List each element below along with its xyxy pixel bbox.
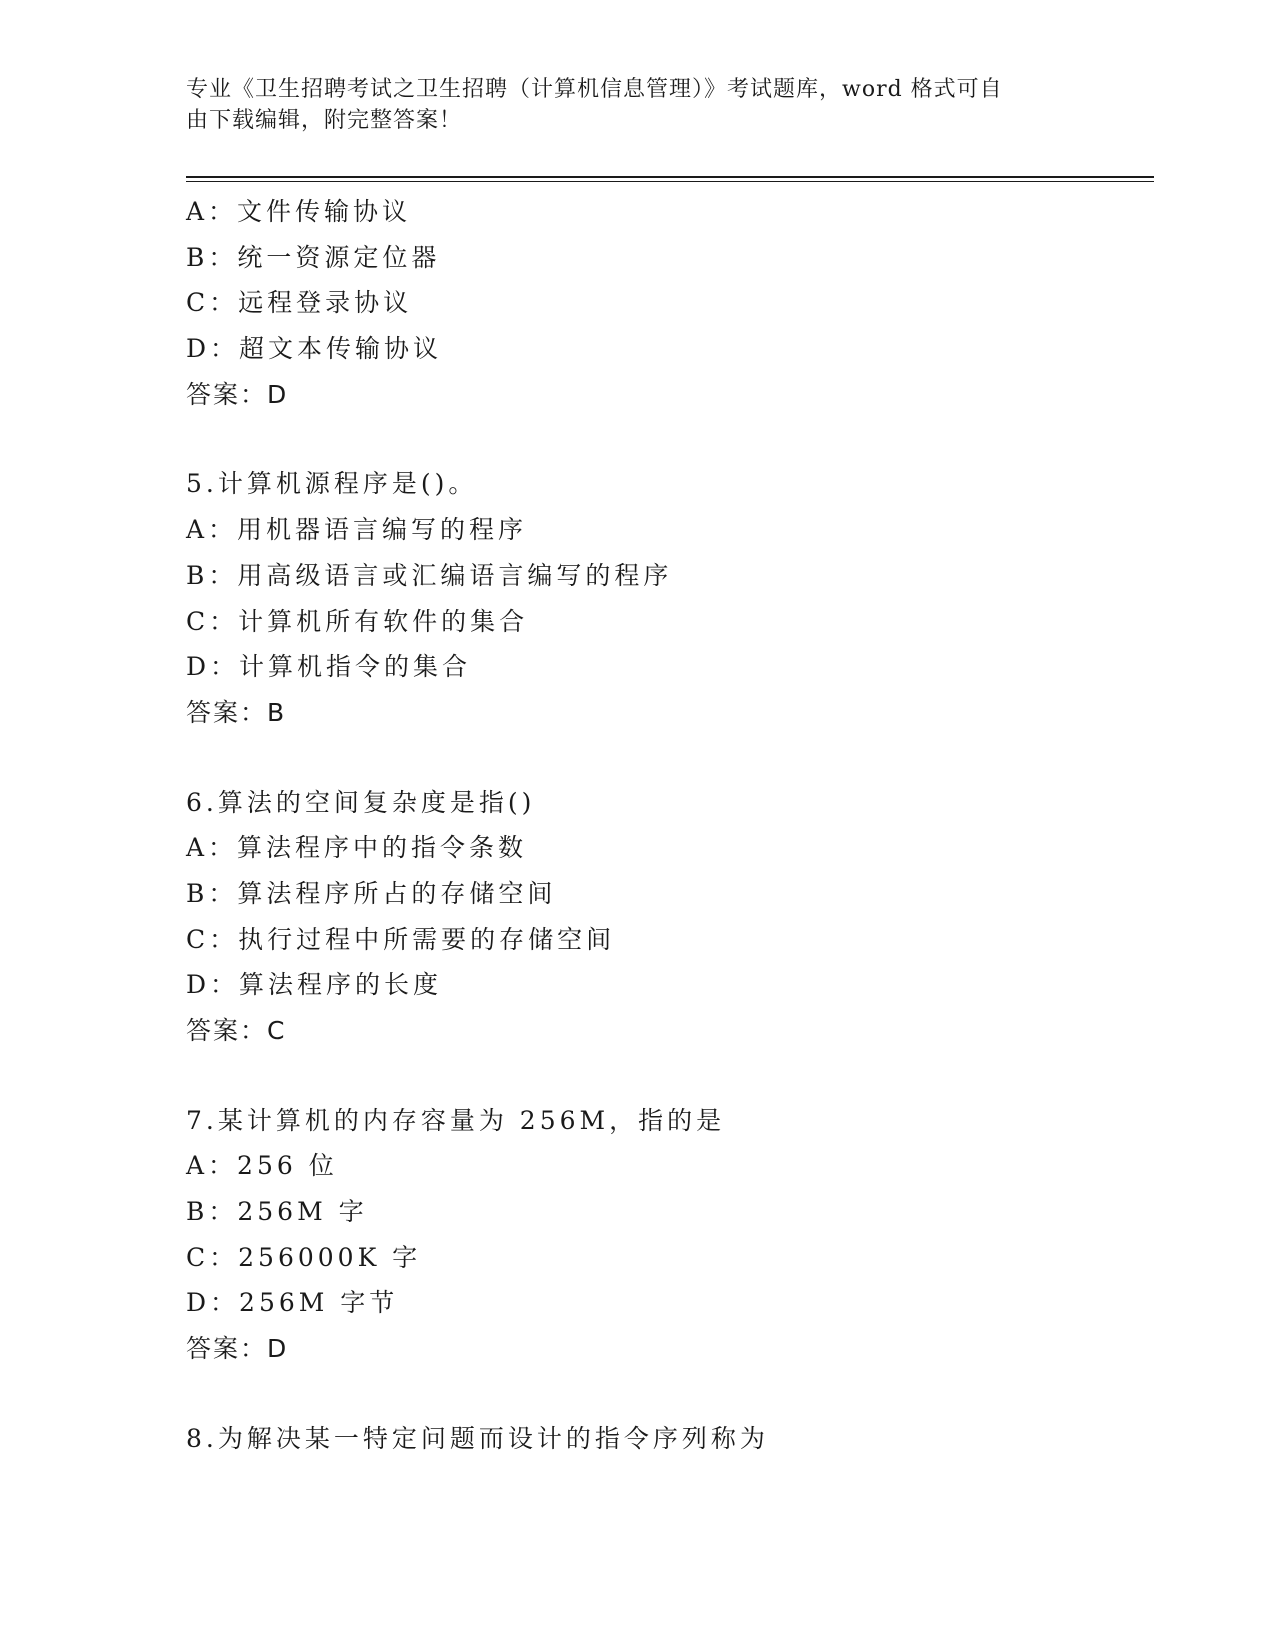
header-line-1: 专业《卫生招聘考试之卫生招聘（计算机信息管理）》考试题库，word 格式可自: [186, 77, 1003, 102]
question-block-4: [186, 189, 1146, 417]
option-a: A：用机器语言编写的程序: [186, 515, 528, 545]
answer-line: 答案：B: [186, 697, 287, 727]
option-c: C：执行过程中所需要的存储空间: [186, 924, 616, 954]
spacer: [186, 1054, 1146, 1098]
header-divider: [186, 176, 1154, 182]
question-stem: 7.某计算机的内存容量为 256M，指的是: [186, 1105, 726, 1135]
question-stem: 6.算法的空间复杂度是指(): [186, 787, 536, 817]
option-a: A：256 位: [186, 1151, 338, 1181]
option-a: A：文件传输协议: [186, 197, 412, 226]
option-c: C：256000K 字: [186, 1242, 422, 1272]
option-a: A：算法程序中的指令条数: [186, 833, 528, 863]
question-block-8: [186, 1416, 1146, 1462]
option-c: C：计算机所有软件的集合: [186, 606, 529, 636]
option-b: B：256M 字: [186, 1197, 368, 1227]
answer-line: 答案：D: [186, 1334, 289, 1364]
question-block-6: [186, 780, 1146, 1054]
question-stem: 8.为解决某一特定问题而设计的指令序列称为: [186, 1423, 769, 1453]
option-d: D：计算机指令的集合: [186, 652, 472, 682]
option-c: C：远程登录协议: [186, 288, 413, 318]
answer-line: 答案：C: [186, 1016, 287, 1045]
option-d: D：算法程序的长度: [186, 970, 443, 1000]
option-d: D：256M 字节: [186, 1288, 399, 1318]
spacer: [186, 417, 1146, 461]
header-line-2: 由下载编辑，附完整答案！: [186, 108, 463, 133]
option-b: B：算法程序所占的存储空间: [186, 878, 557, 908]
answer-line: 答案：D: [186, 379, 289, 409]
question-stem: 5.计算机源程序是()。: [186, 469, 478, 499]
question-block-5: [186, 461, 1146, 735]
option-b: B：用高级语言或汇编语言编写的程序: [186, 560, 673, 590]
spacer: [186, 736, 1146, 780]
spacer: [186, 1372, 1146, 1416]
document-header: [186, 74, 1066, 136]
question-block-7: [186, 1098, 1146, 1372]
question-list: [186, 189, 1146, 1462]
option-b: B：统一资源定位器: [186, 242, 441, 272]
option-d: D：超文本传输协议: [186, 334, 443, 364]
